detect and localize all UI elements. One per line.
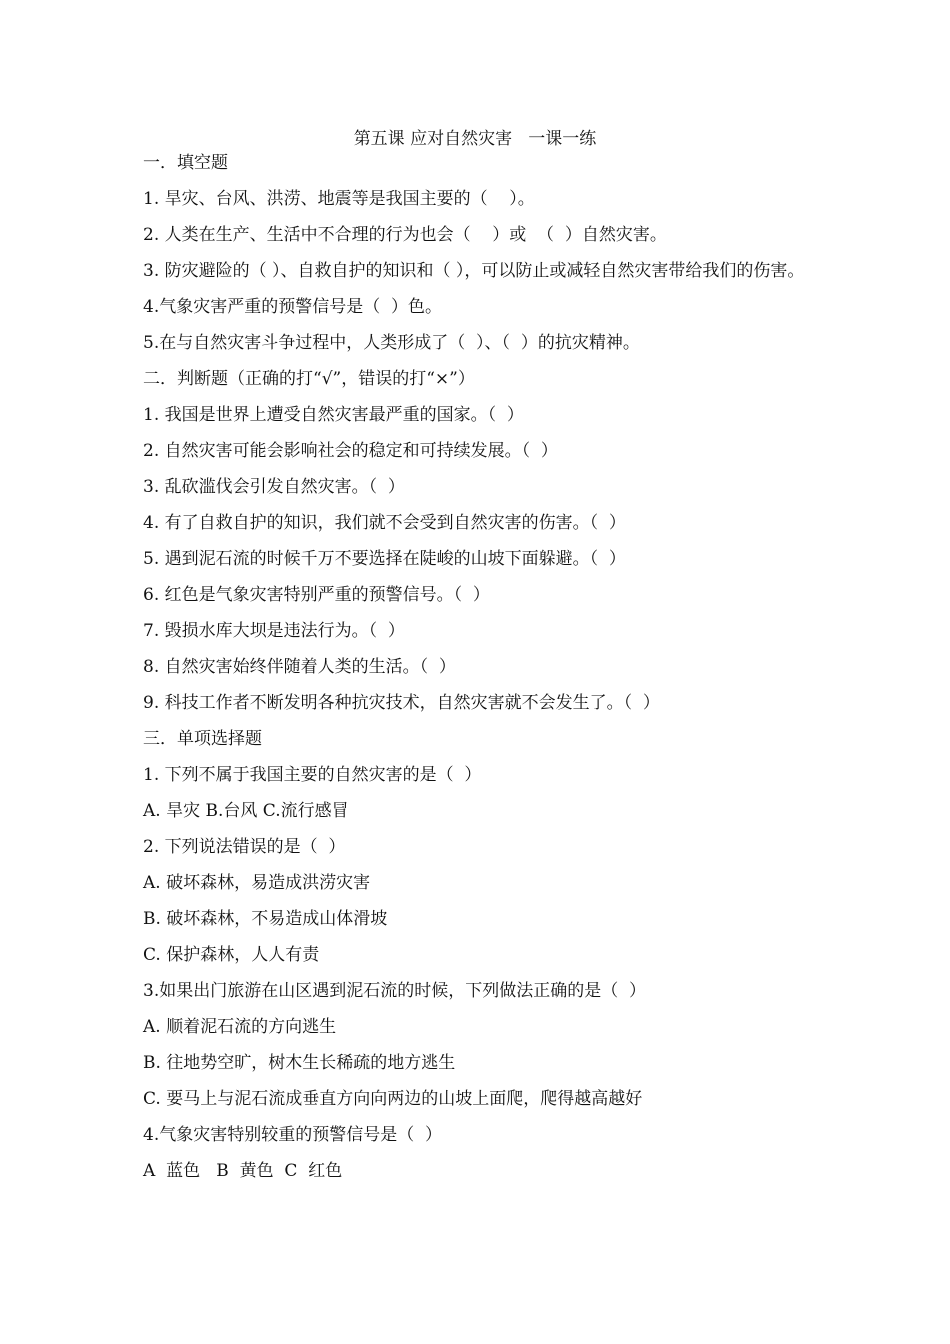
page-title: 第五课 应对自然灾害 一课一练 xyxy=(353,129,597,149)
choice-question-3-option-c: C. 要马上与泥石流成垂直方向向两边的山坡上面爬，爬得越高越好 xyxy=(143,1089,643,1109)
choice-question-3: 3.如果出门旅游在山区遇到泥石流的时候，下列做法正确的是（ ） xyxy=(143,981,647,1001)
fill-blank-question-2: 2. 人类在生产、生活中不合理的行为也会（ ）或 （ ）自然灾害。 xyxy=(143,225,667,245)
fill-blank-question-3: 3. 防灾避险的（ ）、自救自护的知识和（ ），可以防止或减轻自然灾害带给我们的伤害。 xyxy=(143,261,805,281)
true-false-question-8: 8. 自然灾害始终伴随着人类的生活。（ ） xyxy=(143,657,456,677)
section-heading-fill-blank: 一．填空题 xyxy=(143,153,228,173)
choice-question-2-option-c: C. 保护森林，人人有责 xyxy=(143,945,320,965)
section-heading-single-choice: 三．单项选择题 xyxy=(143,729,262,749)
fill-blank-question-1: 1. 旱灾、台风、洪涝、地震等是我国主要的（ ）。 xyxy=(143,189,535,209)
worksheet-content xyxy=(143,151,813,1195)
choice-question-4: 4.气象灾害特别较重的预警信号是（ ） xyxy=(143,1125,443,1145)
choice-question-1-options: A. 旱灾 B.台风 C.流行感冒 xyxy=(143,801,349,821)
fill-blank-question-4: 4.气象灾害严重的预警信号是（ ）色。 xyxy=(143,297,443,317)
choice-question-2-option-b: B. 破坏森林，不易造成山体滑坡 xyxy=(143,909,388,929)
true-false-question-7: 7. 毁损水库大坝是违法行为。（ ） xyxy=(143,621,405,641)
choice-question-3-option-b: B. 往地势空旷，树木生长稀疏的地方逃生 xyxy=(143,1053,456,1073)
choice-question-2: 2. 下列说法错误的是（ ） xyxy=(143,837,346,857)
true-false-question-2: 2. 自然灾害可能会影响社会的稳定和可持续发展。（ ） xyxy=(143,441,558,461)
true-false-question-6: 6. 红色是气象灾害特别严重的预警信号。（ ） xyxy=(143,585,490,605)
choice-question-2-option-a: A. 破坏森林，易造成洪涝灾害 xyxy=(143,873,371,893)
fill-blank-question-5: 5.在与自然灾害斗争过程中，人类形成了（ ）、（ ）的抗灾精神。 xyxy=(143,333,640,353)
true-false-question-4: 4. 有了自救自护的知识，我们就不会受到自然灾害的伤害。（ ） xyxy=(143,513,626,533)
true-false-question-3: 3. 乱砍滥伐会引发自然灾害。（ ） xyxy=(143,477,405,497)
section-heading-true-false: 二．判断题（正确的打“√”，错误的打“×”） xyxy=(143,369,475,389)
choice-question-4-options: A 蓝色 B 黄色 C 红色 xyxy=(143,1161,343,1181)
choice-question-3-option-a: A. 顺着泥石流的方向逃生 xyxy=(143,1017,337,1037)
choice-question-1: 1. 下列不属于我国主要的自然灾害的是（ ） xyxy=(143,765,482,785)
true-false-question-1: 1. 我国是世界上遭受自然灾害最严重的国家。（ ） xyxy=(143,405,524,425)
true-false-question-9: 9. 科技工作者不断发明各种抗灾技术，自然灾害就不会发生了。（ ） xyxy=(143,693,660,713)
true-false-question-5: 5. 遇到泥石流的时候千万不要选择在陡峻的山坡下面躲避。（ ） xyxy=(143,549,626,569)
